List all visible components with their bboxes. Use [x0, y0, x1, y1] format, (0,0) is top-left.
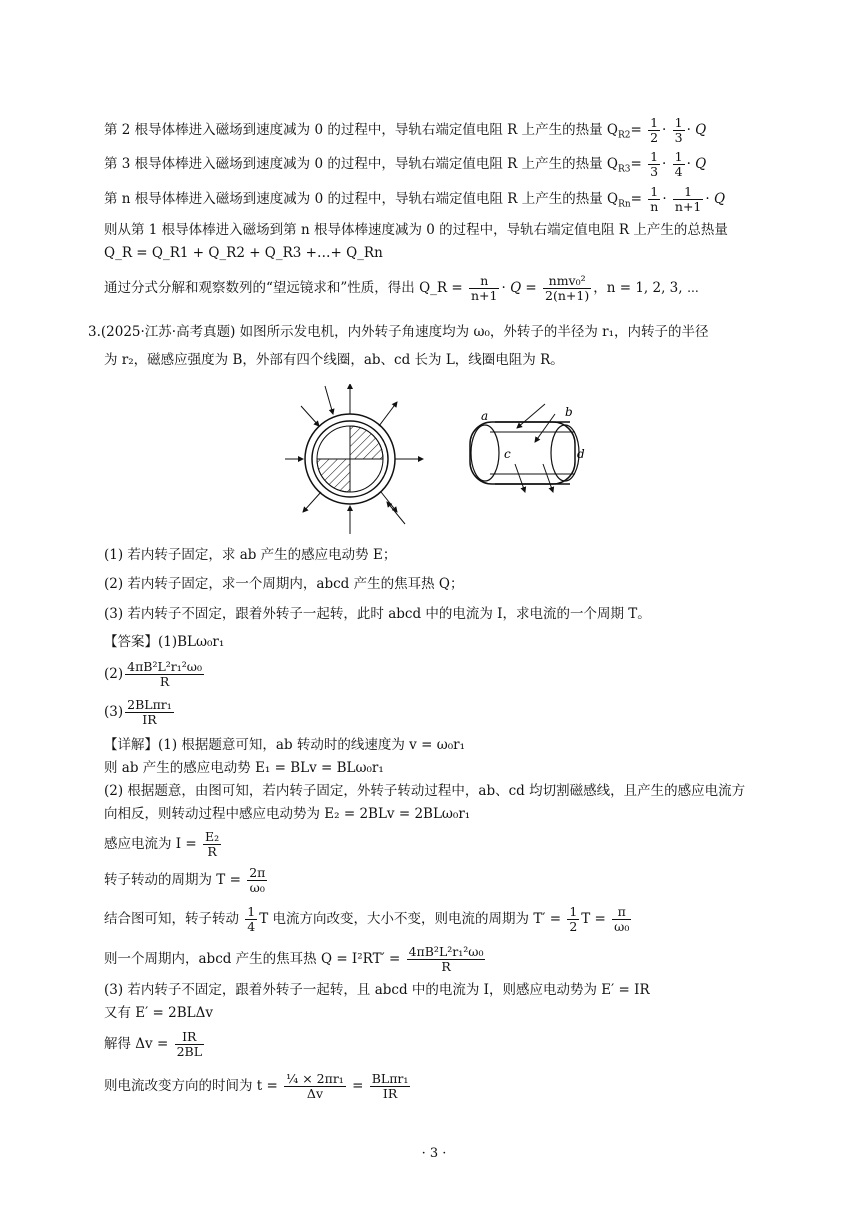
detail-line-9: (3) 若内转子不固定，跟着外转子一起转，且 abcd 中的电流为 I，则感应电动势为 E′ = IR	[104, 982, 650, 998]
answer-3: (3) $\frac{\text{2BLπr₁}}{IR}$	[104, 697, 172, 727]
detail-line-8: 则一个周期内，abcd 产生的焦耳热 Q = I²RT′ = $\frac{\text{4πB²L²r₁²ω₀}}{R}$	[104, 944, 484, 974]
text-line-q-rn: 第 n 根导体棒进入磁场到速度减为 0 的过程中，导轨右端定值电阻 R 上产生的热量 $Q_{Rn}=$ $\frac{1}{n}$ · $\frac{1}{n+1}$ · Q	[104, 184, 726, 214]
rotor-diagram	[285, 384, 423, 534]
page-number: · 3 ·	[421, 1146, 447, 1161]
detail-line-10: 又有 E′ = 2BLΔv	[104, 1005, 213, 1021]
label-b: b	[565, 405, 573, 419]
detail-line-11: 解得 Δv = $\frac{IR}{2BL}$	[104, 1029, 203, 1059]
label-d: d	[577, 447, 585, 461]
text-line-q-r3: 第 3 根导体棒进入磁场到速度减为 0 的过程中，导轨右端定值电阻 R 上产生的热量 $Q_{R3}=$ $\frac{1}{3}$ · $\frac{1}{4}$ · Q	[104, 149, 707, 179]
label-a: a	[481, 409, 489, 423]
text-line-total: 则从第 1 根导体棒进入磁场到第 n 根导体棒速度减为 0 的过程中，导轨右端定值电阻 R 上产生的总热量	[104, 222, 728, 238]
fraction: $\frac{n}{n+1}$	[470, 273, 498, 303]
detail-line-3: (2) 根据题意，由图可知，若内转子固定，外转子转动过程中，ab、cd 均切割磁感线，且产生的感应电流方	[104, 783, 746, 799]
detail-line-5: 感应电流为 I = $\frac{\text{E₂}}{R}$	[104, 829, 220, 859]
fraction: $\frac{1}{3}$	[650, 149, 659, 179]
fraction: $\frac{1}{4}$	[674, 149, 683, 179]
problem-stem-line2: 为 r₂，磁感应强度为 B，外部有四个线圈，ab、cd 长为 L，线圈电阻为 R。	[104, 352, 564, 368]
problem-stem-line1: 3.(2025·江苏·高考真题) 如图所示发电机，内外转子角速度均为 ω₀，外转子的半径为 r₁，内转子的半径	[88, 324, 709, 340]
detail-line-1: 【详解】(1) 根据题意可知，ab 转动时的线速度为 v = ω₀r₁	[104, 737, 465, 753]
text-line-sum: Q_R = Q_R1 + Q_R2 + Q_R3 +…+ Q_Rn	[104, 245, 383, 261]
fraction: $\frac{1}{n+1}$	[674, 184, 702, 214]
question-2: (2) 若内转子固定，求一个周期内，abcd 产生的焦耳热 Q；	[104, 576, 464, 592]
fraction: $\frac{1}{2}$	[650, 115, 659, 145]
coil-diagram	[470, 404, 585, 492]
detail-line-4: 向相反，则转动过程中感应电动势为 E₂ = 2BLv = 2BLω₀r₁	[104, 806, 471, 822]
answer-2: (2) $\frac{\text{4πB²L²r₁²ω₀}}{R}$	[104, 659, 203, 689]
answer-heading: 【答案】(1)BLω₀r₁	[104, 634, 225, 650]
detail-line-12: 则电流改变方向的时间为 t = $\frac{\text{¼ × 2πr₁}}{\Delta v}$ = $\frac{\text{BLπr₁}}{IR}$	[104, 1071, 409, 1101]
fraction: $\frac{\text{nmv₀²}}{2(n+1)}$	[545, 273, 590, 303]
detail-line-7: 结合图可知，转子转动 $\frac{1}{4}$ T 电流方向改变，大小不变，则电流的周期为 T′ = $\frac{1}{2}$ T = $\frac{\pi}{\text{ω₀}}$	[104, 904, 630, 934]
text-line-telescoping: 通过分式分解和观察数列的“望远镜求和”性质，得出 Q_R = $\frac{n}{n+1}$ · Q = $\frac{\text{nmv₀²}}{2(n+1)}$ ，n = 1, 2, 3, ⋯	[104, 273, 699, 303]
text-line-q-r2: 第 2 根导体棒进入磁场到速度减为 0 的过程中，导轨右端定值电阻 R 上产生的热量 $Q_{R2}=$ $\frac{1}{2}$ · $\frac{1}{3}$ · Q	[104, 115, 707, 145]
generator-figure	[285, 384, 605, 534]
question-3: (3) 若内转子不固定，跟着外转子一起转，此时 abcd 中的电流为 I，求电流的一个周期 T。	[104, 606, 651, 622]
question-1: (1) 若内转子固定，求 ab 产生的感应电动势 E；	[104, 547, 397, 563]
fraction: $\frac{1}{n}$	[650, 184, 659, 214]
label-c: c	[504, 447, 511, 461]
detail-line-6: 转子转动的周期为 T = $\frac{2\pi}{\text{ω₀}}$	[104, 865, 266, 895]
detail-line-2: 则 ab 产生的感应电动势 E₁ = BLv = BLω₀r₁	[104, 760, 384, 776]
fraction: $\frac{1}{3}$	[674, 115, 683, 145]
